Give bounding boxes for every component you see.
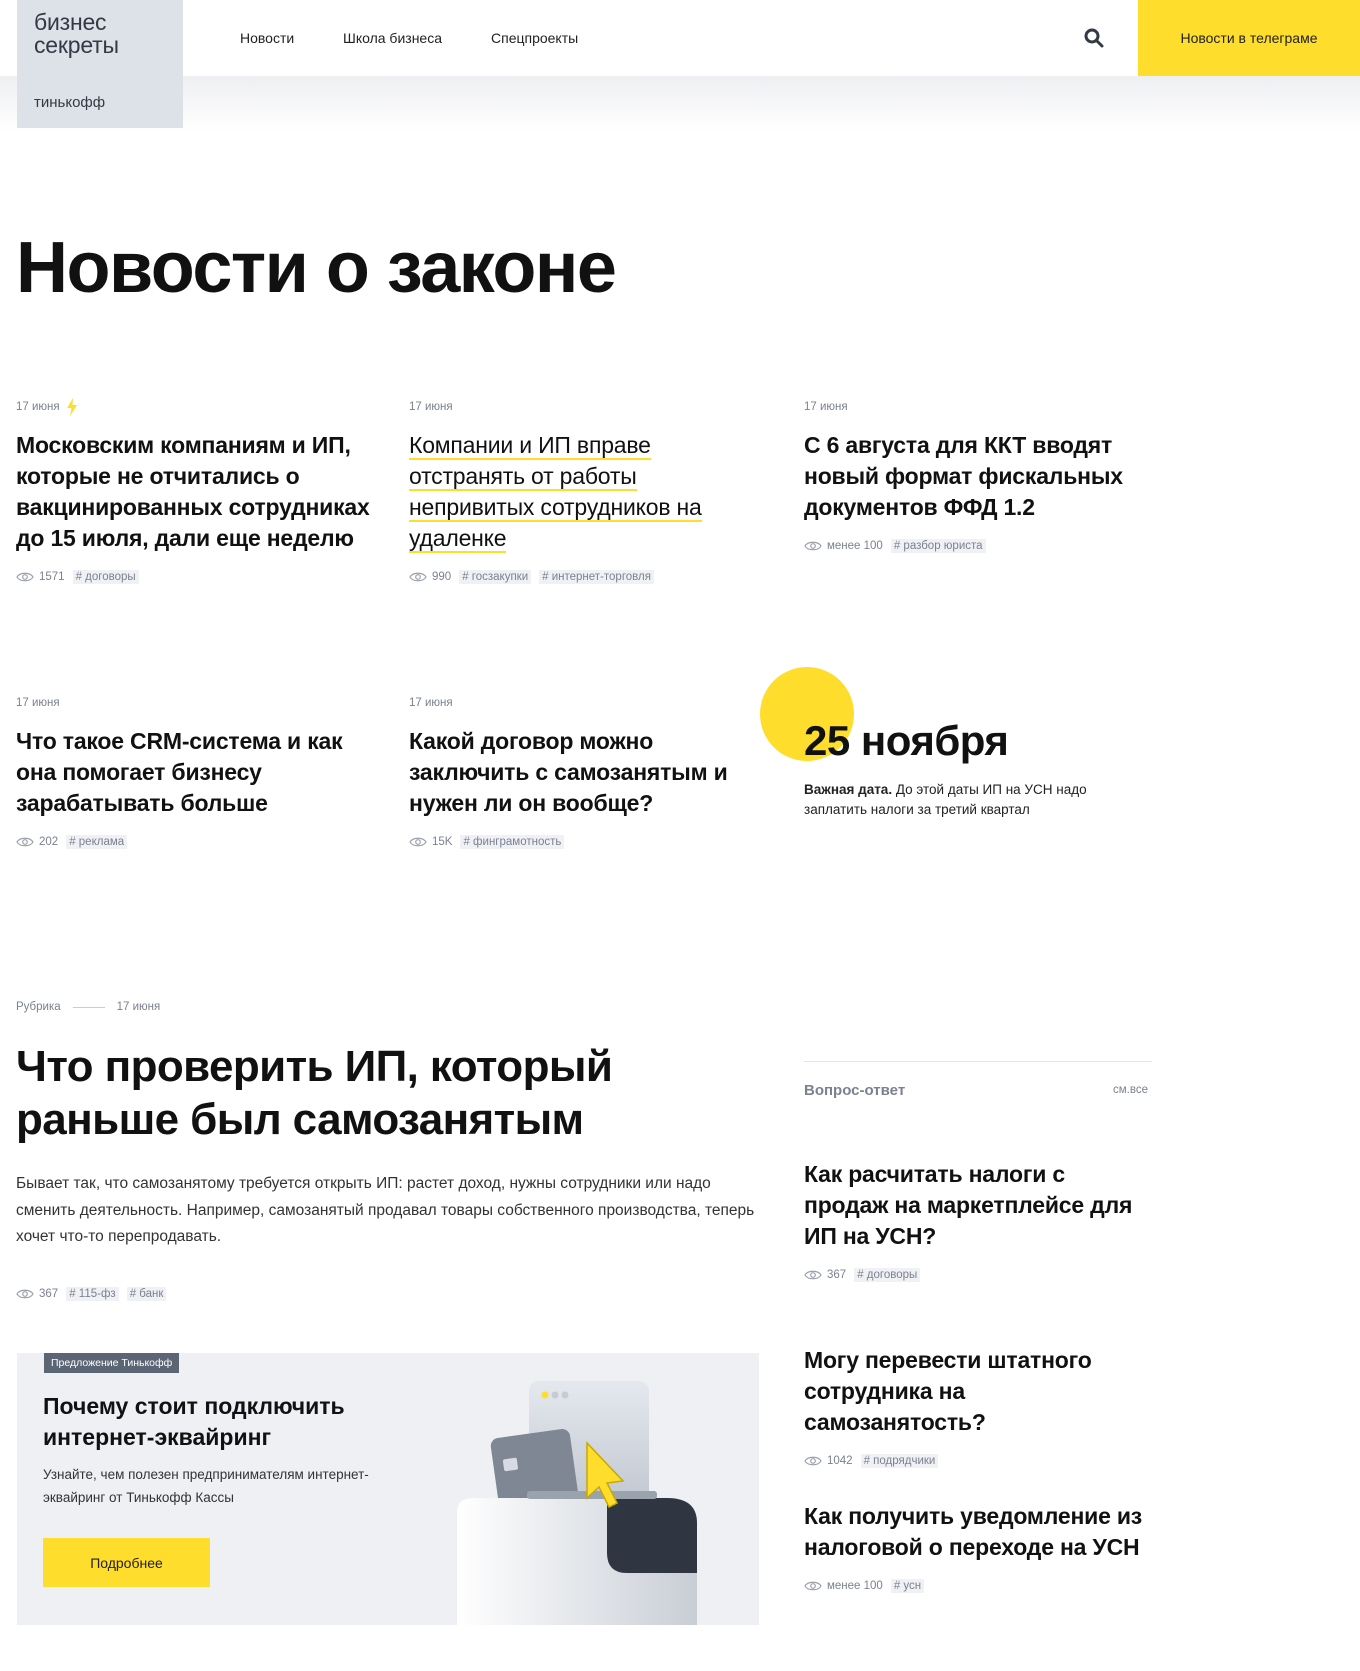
news-title[interactable]: Московским компаниям и ИП, которые не отчитались о вакцинированных сотрудниках до 15 июля, дали еще неделю — [16, 432, 370, 551]
promo-badge: Предложение Тинькофф — [44, 1353, 179, 1373]
view-count: 202 — [39, 836, 59, 848]
header-shadow — [0, 76, 1360, 132]
eye-icon — [804, 1455, 822, 1467]
news-date: 17 июня — [16, 697, 60, 709]
news-title[interactable]: С 6 августа для ККТ вводят новый формат фискальных документов ФФД 1.2 — [804, 432, 1123, 520]
tag[interactable]: # усн — [891, 1579, 924, 1593]
news-card — [409, 694, 769, 851]
news-date: 17 июня — [804, 401, 848, 413]
logo-sub: тинькофф — [34, 94, 106, 111]
feature-date: 17 июня — [116, 1001, 161, 1013]
qa-section-label: Вопрос-ответ — [804, 1082, 906, 1099]
lightning-icon — [66, 398, 78, 416]
nav-news[interactable]: Новости — [240, 30, 295, 46]
eye-icon — [16, 836, 34, 848]
tag[interactable]: # договоры — [73, 570, 139, 584]
news-title-link[interactable] — [409, 430, 709, 554]
tag[interactable]: # интернет-торговля — [539, 570, 654, 584]
view-count: менее 100 — [827, 1580, 883, 1592]
logo-line-2: секреты — [34, 32, 119, 58]
important-date-text — [804, 780, 1124, 820]
eye-icon — [804, 1580, 822, 1592]
promo-banner — [17, 1353, 759, 1625]
feature-title[interactable]: Что проверить ИП, который раньше был самозанятым — [16, 1042, 613, 1144]
tag[interactable]: # договоры — [854, 1268, 920, 1282]
qa-divider — [804, 1061, 1152, 1062]
telegram-news-button[interactable]: Новости в телеграме — [1138, 0, 1360, 76]
qa-title[interactable]: Как получить уведомление из налоговой о переходе на УСН — [804, 1503, 1143, 1560]
feature-lead: Бывает так, что самозанятому требуется открыть ИП: растет доход, нужны сотрудники или надо сменить деятельность. Например, самозанятый продавал товары собственного производства, теперь хочет что-то перепродавать. — [16, 1175, 755, 1245]
view-count: 367 — [39, 1288, 59, 1300]
view-count: менее 100 — [827, 540, 883, 552]
feature-meta — [16, 1285, 166, 1303]
site-header — [0, 0, 1360, 76]
qa-card — [804, 1501, 1152, 1595]
qa-card — [804, 1345, 1152, 1470]
tag[interactable]: # реклама — [66, 835, 127, 849]
rubric-divider — [73, 1007, 105, 1008]
view-count: 15K — [432, 836, 453, 848]
tag[interactable]: # 115-фз — [66, 1287, 119, 1301]
news-date: 17 июня — [409, 697, 453, 709]
eye-icon — [16, 571, 34, 583]
promo-text: Узнайте, чем полезен предпринимателям интернет-эквайринг от Тинькофф Кассы — [43, 1467, 369, 1505]
payment-terminal-illustration — [457, 1373, 717, 1625]
news-title: Компании и ИП вправе отстранять от работы непривитых сотрудников на удаленке — [409, 432, 702, 551]
promo-title: Почему стоит подключить интернет-эквайринг — [43, 1393, 345, 1450]
qa-title[interactable]: Могу перевести штатного сотрудника на самозанятость? — [804, 1347, 1092, 1435]
eye-icon — [409, 571, 427, 583]
eye-icon — [804, 540, 822, 552]
news-date: 17 июня — [409, 401, 453, 413]
qa-title[interactable]: Как расчитать налоги с продаж на маркетплейсе для ИП на УСН? — [804, 1161, 1133, 1249]
page-title: Новости о законе — [16, 228, 616, 308]
eye-icon — [409, 836, 427, 848]
news-title[interactable]: Какой договор можно заключить с самозанятым и нужен ли он вообще? — [409, 728, 728, 816]
search-icon[interactable] — [1083, 27, 1105, 49]
eye-icon — [16, 1288, 34, 1300]
qa-see-all-link[interactable]: см.все — [1113, 1084, 1148, 1096]
tag[interactable]: # подрядчики — [861, 1454, 939, 1468]
tag[interactable]: # банк — [127, 1287, 167, 1301]
news-card — [16, 398, 376, 586]
rubric-link[interactable]: Рубрика — [16, 1001, 61, 1013]
news-date: 17 июня — [16, 401, 60, 413]
qa-card — [804, 1159, 1152, 1284]
news-card — [409, 398, 769, 586]
view-count: 990 — [432, 571, 452, 583]
news-title[interactable]: Что такое CRM-система и как она помогает бизнесу зарабатывать больше — [16, 728, 343, 816]
logo-line-1: бизнес — [34, 9, 107, 35]
important-date-label: Важная дата. — [804, 782, 893, 797]
nav-business-school[interactable]: Школа бизнеса — [343, 30, 442, 46]
site-logo[interactable] — [17, 0, 183, 128]
nav-special-projects[interactable]: Спецпроекты — [491, 30, 579, 46]
important-date-value: 25 ноября — [804, 717, 1009, 764]
tag[interactable]: # госзакупки — [459, 570, 531, 584]
tag[interactable]: # финграмотность — [460, 835, 564, 849]
view-count: 1571 — [39, 571, 65, 583]
news-card — [804, 398, 1164, 555]
view-count: 367 — [827, 1269, 847, 1281]
news-card — [16, 694, 376, 851]
important-date-description: До этой даты ИП на УСН надо заплатить налоги за третий квартал — [804, 782, 1087, 817]
tag[interactable]: # разбор юриста — [891, 539, 986, 553]
view-count: 1042 — [827, 1455, 853, 1467]
promo-more-button[interactable]: Подробнее — [43, 1538, 210, 1587]
eye-icon — [804, 1269, 822, 1281]
feature-rubric-row — [16, 1001, 160, 1013]
